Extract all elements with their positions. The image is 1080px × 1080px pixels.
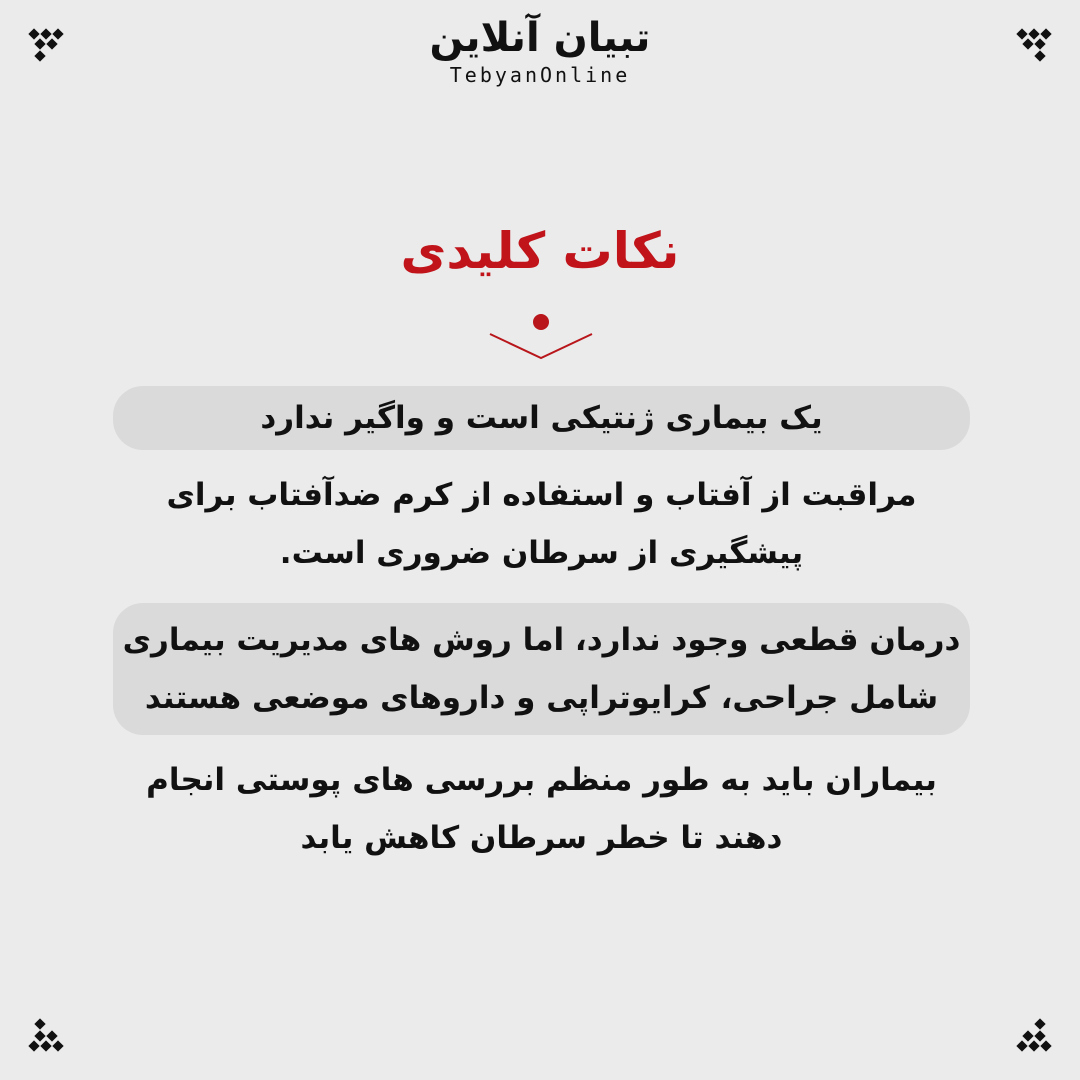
corner-pattern-icon [28,28,68,68]
page-title: نکات کلیدی [400,222,680,280]
point-text: دهند تا خطر سرطان کاهش یابد [300,820,783,856]
point-text: شامل جراحی، کرایوتراپی و داروهای موضعی هستند [144,680,939,716]
key-point-1 [113,386,970,450]
point-text: یک بیماری ژنتیکی است و واگیر ندارد [260,400,823,436]
corner-pattern-icon [1012,1012,1052,1052]
chevron-dot-icon [488,312,594,362]
point-text: درمان قطعی وجود ندارد، اما روش های مدیریت بیماری [122,622,961,658]
point-text: مراقبت از آفتاب و استفاده از کرم ضدآفتاب برای [166,477,917,513]
logo [0,14,1080,88]
key-point-4 [113,751,970,867]
point-text: پیشگیری از سرطان ضروری است. [279,535,804,571]
corner-pattern-icon [1012,28,1052,68]
logo-persian: تبیان آنلاین [429,15,651,61]
key-point-3 [113,603,970,735]
key-point-2 [113,466,970,582]
point-text: بیماران باید به طور منظم بررسی های پوستی انجام [146,762,937,798]
logo-english: TebyanOnline [449,63,631,87]
corner-pattern-icon [28,1012,68,1052]
